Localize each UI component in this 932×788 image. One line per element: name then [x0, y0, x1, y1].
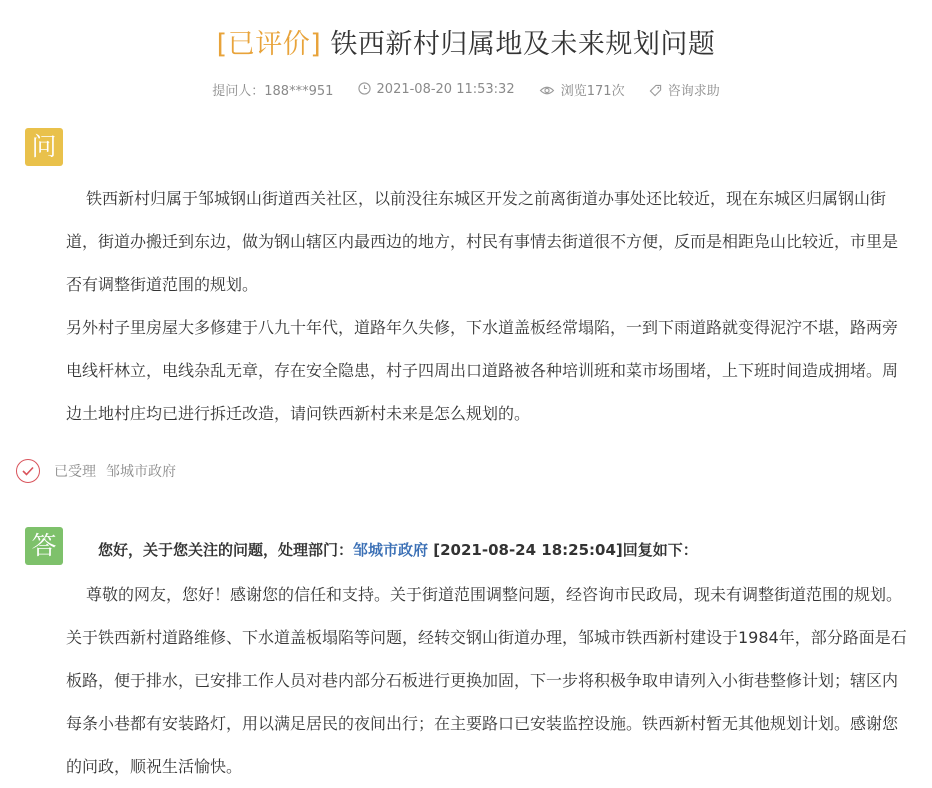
category-info[interactable]	[649, 80, 720, 99]
views-info	[539, 80, 625, 99]
eye-icon	[539, 84, 555, 97]
handling-status	[16, 459, 176, 483]
views-text: 浏览171次	[560, 84, 625, 99]
reply-department-link[interactable]: 邹城市政府	[353, 541, 429, 559]
question-title: 铁西新村归属地及未来规划问题	[330, 29, 716, 60]
question-paragraph-2: 另外村子里房屋大多修建于八九十年代，道路年久失修，下水道盖板经常塌陷，一到下雨道路就变得泥泞不堪，路两旁电线杆林立，电线杂乱无章，存在安全隐患，村子四周出口道路被各种培训班和菜市场围堵，上下班时间造成拥堵。周边土地村庄均已进行拆迁改造，请问铁西新村未来是怎么规划的。	[66, 318, 899, 423]
page-title	[0, 22, 932, 61]
check-circle-icon	[16, 459, 40, 483]
answer-badge: 答	[25, 527, 63, 565]
answer-content	[66, 573, 912, 788]
question-badge: 问	[25, 128, 63, 166]
status-department: 邹城市政府	[106, 464, 176, 480]
reply-header-prefix: 您好，关于您关注的问题，处理部门：	[98, 541, 354, 559]
reply-header	[98, 539, 698, 560]
tag-icon	[649, 84, 662, 97]
answer-paragraph: 尊敬的网友，您好！感谢您的信任和支持。关于街道范围调整问题，经咨询市民政局，现未有调整街道范围的规划。关于铁西新村道路维修、下水道盖板塌陷等问题，经转交钢山街道办理，邹城市铁西新村建设于1984年，部分路面是石板路，便于排水，已安排工作人员对巷内部分石板进行更换加固，下一步将积极争取申请列入小街巷整修计划；辖区内每条小巷都有安装路灯，用以满足居民的夜间出行；在主要路口已安装监控设施。铁西新村暂无其他规划计划。感谢您的问政，顺祝生活愉快。	[66, 585, 907, 776]
category-text: 咨询求助	[667, 84, 720, 99]
datetime-info	[358, 82, 515, 97]
question-meta	[0, 80, 932, 99]
question-content	[66, 177, 912, 435]
asker-info: 提问人：188***951	[212, 84, 334, 99]
clock-icon	[358, 82, 371, 95]
status-label: 已受理	[54, 464, 96, 480]
reply-header-suffix: [2021-08-24 18:25:04]回复如下：	[428, 541, 698, 559]
datetime-text: 2021-08-20 11:53:32	[376, 82, 515, 97]
review-status-tag: [已评价]	[216, 29, 322, 60]
question-paragraph-1: 铁西新村归属于邹城钢山街道西关社区，以前没往东城区开发之前离街道办事处还比较近，现在东城区归属钢山街道，街道办搬迁到东边，做为钢山辖区内最西边的地方，村民有事情去街道很不方便，反而是相距凫山比较近，市里是否有调整街道范围的规划。	[66, 189, 899, 294]
